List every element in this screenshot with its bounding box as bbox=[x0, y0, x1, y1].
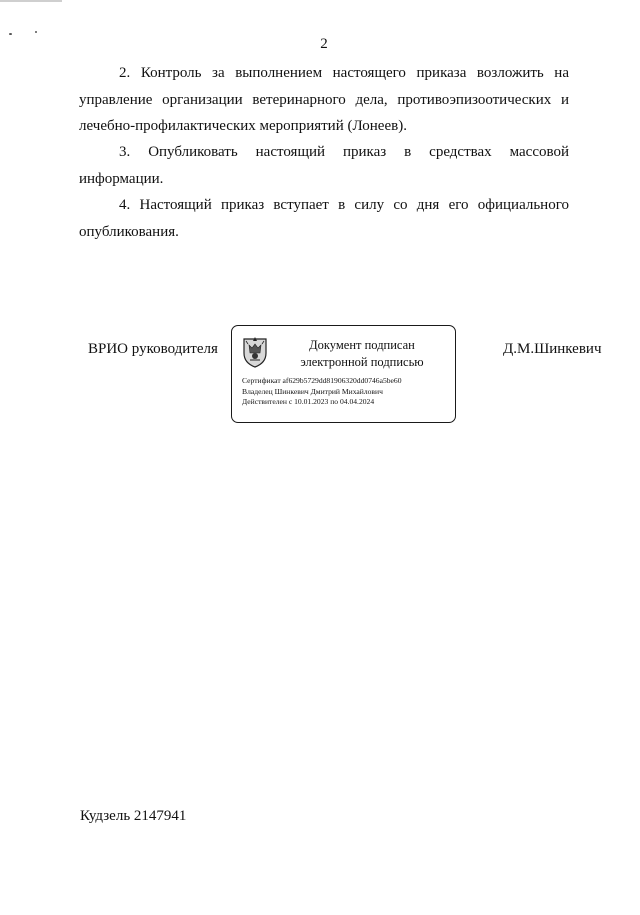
stamp-title-line1: Документ подписан bbox=[309, 338, 415, 352]
signatory-name: Д.М.Шинкевич bbox=[503, 341, 602, 357]
scan-speck bbox=[35, 31, 37, 33]
scan-edge-mark bbox=[0, 0, 62, 2]
stamp-certificate: Сертификат af629b5729dd81906320dd0746a5be60 bbox=[242, 376, 402, 385]
stamp-owner: Владелец Шинкевич Дмитрий Михайлович bbox=[242, 386, 383, 396]
stamp-title bbox=[276, 337, 448, 371]
scan-speck bbox=[9, 33, 12, 35]
stamp-details bbox=[242, 376, 402, 408]
stamp-title-line2: электронной подписью bbox=[300, 355, 424, 369]
paragraph-effective: 4. Настоящий приказ вступает в силу со дня его официального опубликования. bbox=[79, 197, 569, 240]
stamp-validity: Действителен с 10.01.2023 по 04.04.2024 bbox=[242, 397, 375, 406]
paragraph-control: 2. Контроль за выполнением настоящего приказа возложить на управление организации ветеринарного дела, противоэпизоотических и лечебно-профилактических мероприятий (Лонеев). bbox=[79, 65, 569, 134]
executor-note: Кудзель 2147941 bbox=[80, 808, 187, 824]
electronic-signature-stamp bbox=[231, 325, 456, 423]
paragraph-publish: 3. Опубликовать настоящий приказ в средствах массовой информации. bbox=[79, 144, 569, 187]
coat-of-arms-icon bbox=[241, 334, 269, 368]
page-number: 2 bbox=[320, 36, 328, 52]
signatory-position: ВРИО руководителя bbox=[88, 341, 218, 357]
